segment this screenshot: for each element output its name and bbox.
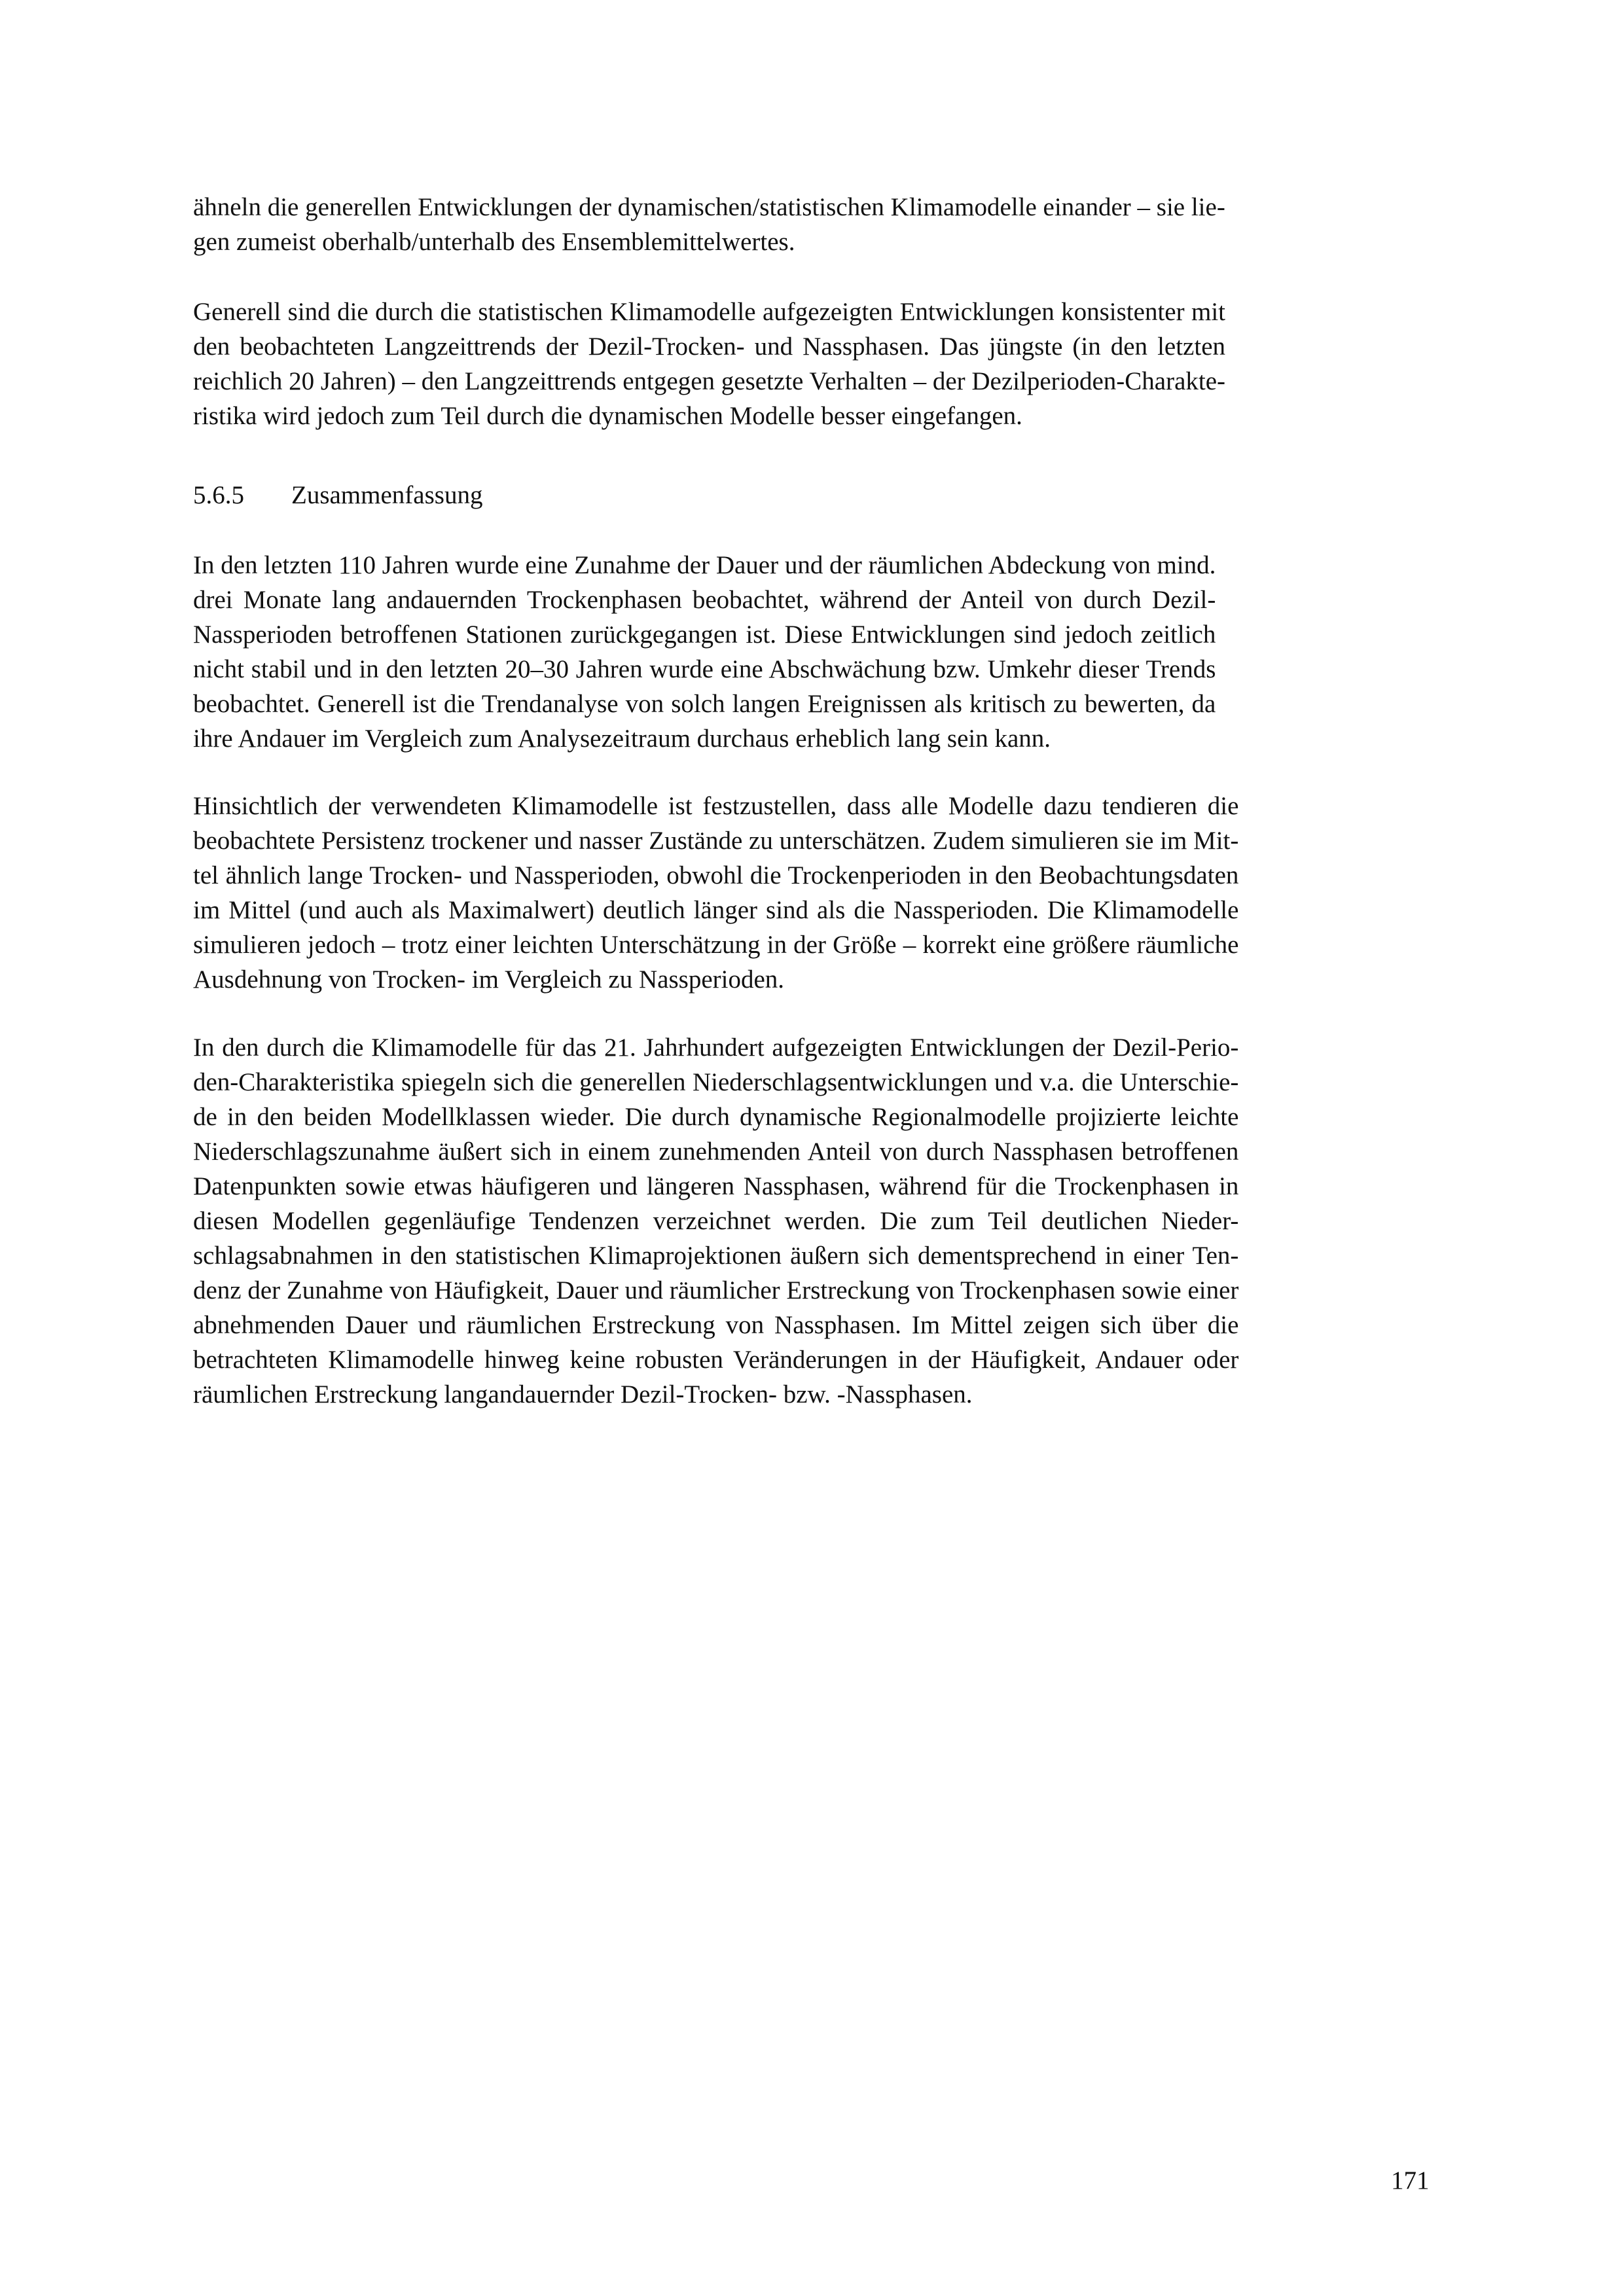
paragraph-3 bbox=[193, 548, 1216, 756]
section-title: Zusammenfassung bbox=[291, 481, 483, 509]
text-line: tel ähnlich lange Trocken- und Nassperioden, obwohl die Trockenperioden in den Beobachtungsdaten bbox=[193, 861, 1239, 889]
text-line: ähneln die generellen Entwicklungen der dynamischen/statistischen Klimamodelle einander – sie lie- bbox=[193, 193, 1225, 221]
text-line: nicht stabil und in den letzten 20–30 Jahren wurde eine Abschwächung bzw. Umkehr dieser Trends bbox=[193, 655, 1216, 683]
text-line: räumlichen Erstreckung langandauernder Dezil-Trocken- bzw. -Nassphasen. bbox=[193, 1380, 973, 1408]
text-line: diesen Modellen gegenläufige Tendenzen verzeichnet werden. Die zum Teil deutlichen Nieder- bbox=[193, 1207, 1239, 1235]
text-line: denz der Zunahme von Häufigkeit, Dauer und räumlicher Erstreckung von Trockenphasen sowie einer bbox=[193, 1276, 1239, 1304]
text-line: drei Monate lang andauernden Trockenphasen beobachtet, während der Anteil von durch Dezil- bbox=[193, 586, 1216, 614]
text-line: abnehmenden Dauer und räumlichen Erstreckung von Nassphasen. Im Mittel zeigen sich über die bbox=[193, 1311, 1239, 1339]
text-line: gen zumeist oberhalb/unterhalb des Ensemblemittelwertes. bbox=[193, 228, 795, 256]
text-line: betrachteten Klimamodelle hinweg keine robusten Veränderungen in der Häufigkeit, Andauer oder bbox=[193, 1346, 1239, 1374]
text-line: In den letzten 110 Jahren wurde eine Zunahme der Dauer und der räumlichen Abdeckung von mind. bbox=[193, 551, 1216, 579]
text-line: ristika wird jedoch zum Teil durch die dynamischen Modelle besser eingefangen. bbox=[193, 402, 1022, 430]
text-line: de in den beiden Modellklassen wieder. Die durch dynamische Regionalmodelle projizierte leichte bbox=[193, 1103, 1239, 1131]
text-line: Datenpunkten sowie etwas häufigeren und längeren Nassphasen, während für die Trockenphasen in bbox=[193, 1172, 1239, 1200]
section-number: 5.6.5 bbox=[193, 481, 244, 509]
section-heading bbox=[193, 478, 482, 512]
text-line: simulieren jedoch – trotz einer leichten Unterschätzung in der Größe – korrekt eine größere räumliche bbox=[193, 931, 1239, 959]
paragraph-5 bbox=[193, 1030, 1238, 1412]
text-line: den beobachteten Langzeittrends der Dezil-Trocken- und Nassphasen. Das jüngste (in den letzten bbox=[193, 332, 1226, 361]
text-line: im Mittel (und auch als Maximalwert) deutlich länger sind als die Nassperioden. Die Klimamodelle bbox=[193, 896, 1239, 924]
text-line: den-Charakteristika spiegeln sich die generellen Niederschlagsentwicklungen und v.a. die Unterschie- bbox=[193, 1068, 1239, 1096]
text-line: reichlich 20 Jahren) – den Langzeittrends entgegen gesetzte Verhalten – der Dezilperioden-Charakte- bbox=[193, 367, 1226, 395]
text-line: Nassperioden betroffenen Stationen zurückgegangen ist. Diese Entwicklungen sind jedoch zeitlich bbox=[193, 620, 1216, 649]
text-line: Generell sind die durch die statistischen Klimamodelle aufgezeigten Entwicklungen konsistenter mit bbox=[193, 298, 1226, 326]
text-line: Hinsichtlich der verwendeten Klimamodelle ist festzustellen, dass alle Modelle dazu tendieren die bbox=[193, 792, 1239, 820]
paragraph-2 bbox=[193, 295, 1225, 433]
page-number: 171 bbox=[1391, 2166, 1430, 2195]
text-line: beobachtete Persistenz trockener und nasser Zustände zu unterschätzen. Zudem simulieren sie im Mit- bbox=[193, 827, 1239, 855]
text-line: beobachtet. Generell ist die Trendanalyse von solch langen Ereignissen als kritisch zu bewerten, da bbox=[193, 690, 1216, 718]
paragraph-1 bbox=[193, 190, 1225, 259]
text-line: In den durch die Klimamodelle für das 21. Jahrhundert aufgezeigten Entwicklungen der Dezil-Perio- bbox=[193, 1033, 1239, 1062]
paragraph-4 bbox=[193, 789, 1238, 997]
text-line: schlagsabnahmen in den statistischen Klimaprojektionen äußern sich dementsprechend in einer Ten- bbox=[193, 1242, 1239, 1270]
text-line: Ausdehnung von Trocken- im Vergleich zu Nassperioden. bbox=[193, 965, 785, 994]
text-line: ihre Andauer im Vergleich zum Analysezeitraum durchaus erheblich lang sein kann. bbox=[193, 725, 1051, 753]
text-line: Niederschlagszunahme äußert sich in einem zunehmenden Anteil von durch Nassphasen betroffenen bbox=[193, 1138, 1239, 1166]
